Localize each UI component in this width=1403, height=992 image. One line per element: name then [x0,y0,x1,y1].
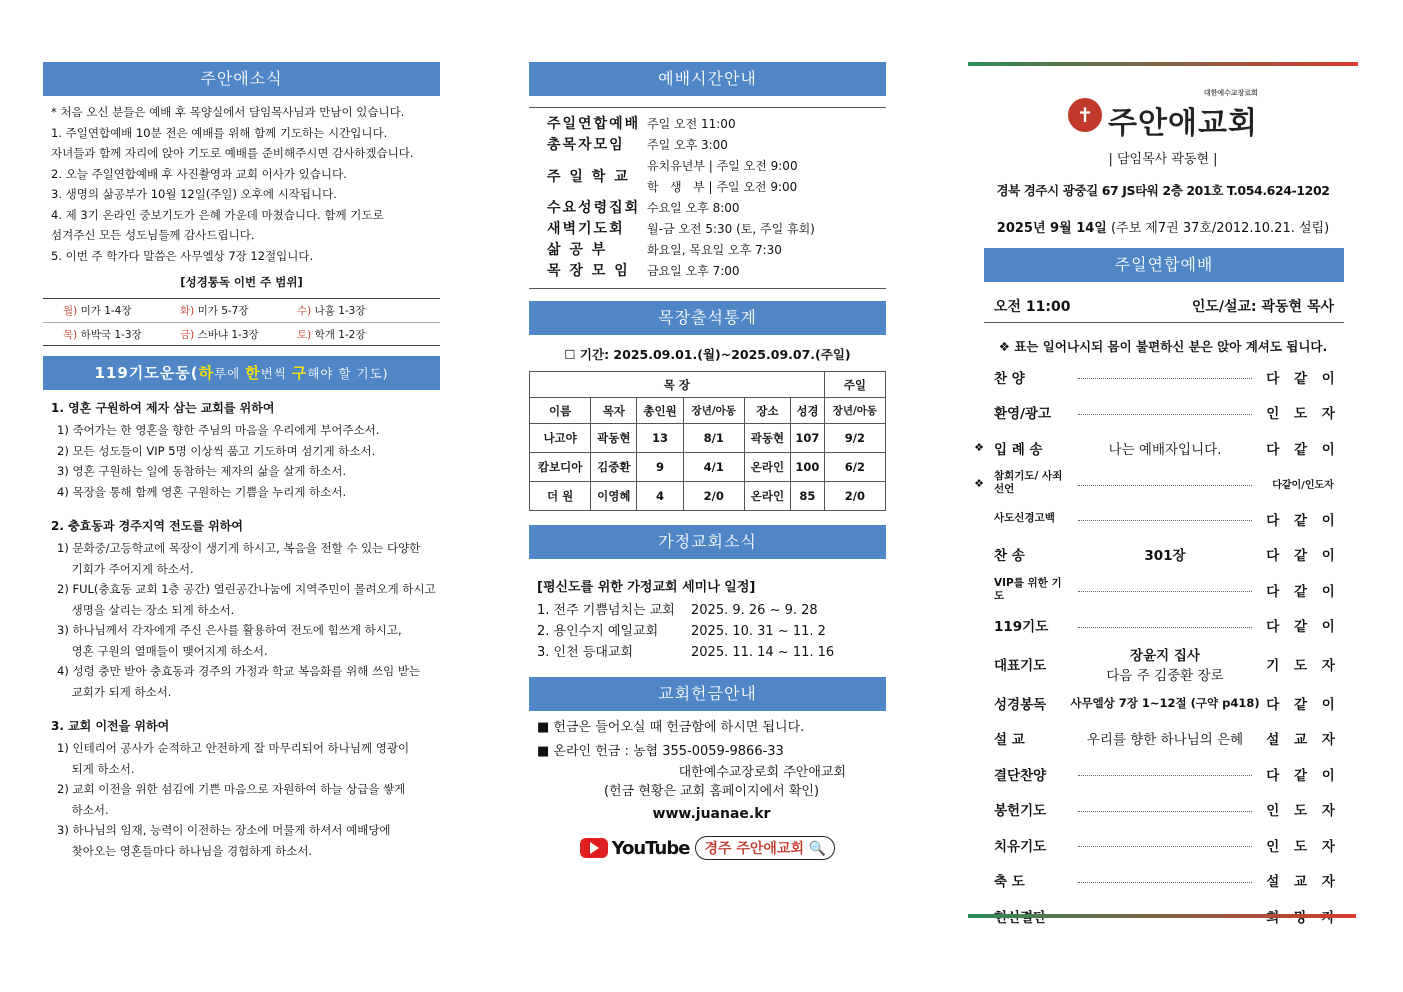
prayer-section-heading: 2. 충효동과 경주지역 전도를 위하여 [51,519,243,533]
table-cell: 곽동현 [744,424,790,453]
prayer-item: 기회가 주어지게 하소서. [57,561,194,576]
prayer-title-part: 해야 할 기도) [307,366,389,381]
church-logo-text [1108,88,1258,142]
table-col-head: 장년/아동 [683,398,744,424]
attendance-table [529,371,886,511]
liturgy-name: 찬 양 [994,370,1025,387]
schedule-name: 새벽기도회 [547,221,625,237]
liturgy-row [968,792,1344,828]
liturgy-role: 기 도 자 [1266,658,1340,674]
liturgy-row [968,756,1344,792]
table-cell: 13 [637,424,683,453]
schedule-time-block [647,261,740,282]
seminar-date: 2025. 10. 31 ~ 11. 2 [691,624,826,639]
seminar-church: 1. 전주 기쁨넘치는 교회 [537,603,675,618]
schedule-row [529,219,886,240]
table-cell: 9/2 [824,424,885,453]
liturgy-row [968,608,1344,644]
schedule-time-block [647,198,740,219]
liturgy-name: 환영/광고 [994,406,1052,423]
range-text: 미가 1-4장 [77,305,132,317]
church-name: 주안애교회 [1108,106,1258,141]
leader-dots [1078,520,1252,521]
leader-dots [1078,811,1252,812]
schedule-row [529,135,886,156]
schedule-name: 수요성령집회 [547,200,641,216]
liturgy-role: 다 같 이 [1266,767,1340,784]
posture-notice: ❖ 표는 일어나시되 몸이 불편하신 분은 앉아 계셔도 됩니다. [998,339,1328,354]
liturgy-name: 결단찬양 [994,767,1047,784]
schedule-name: 목 장 모 임 [547,263,630,279]
prayer-item: 3) 하나님의 임재, 능력이 이전하는 장소에 머물게 하셔서 예배당에 [57,823,391,837]
schedule-name: 주일연합예배 [547,116,641,132]
liturgy-name: 대표기도 [994,658,1047,674]
worship-time-header: 예배시간안내 [529,62,886,96]
section-gap [51,502,434,516]
news-list [43,96,440,266]
news-item: * 처음 오신 분들은 예배 후 목양실에서 담임목사님과 만남이 있습니다. [51,105,405,119]
offering-line: ■ 헌금은 들어오실 때 헌금함에 하시면 됩니다. [537,720,805,735]
church-logo [968,88,1358,142]
prayer-item: 생명을 살리는 장소 되게 하소서. [57,602,235,617]
prayer-title-part: 루에 [214,366,246,381]
liturgy-name: 치유기도 [994,838,1047,855]
range-day: 월) [63,305,78,317]
leader-dots [1078,627,1252,628]
table-cell: 이영혜 [591,482,637,511]
range-row [43,322,440,345]
range-cell [180,303,297,318]
table-cell: 온라인 [744,453,790,482]
liturgy-detail [1068,695,1262,711]
prayer-item: 2) 교회 이전을 위한 섬김에 기쁜 마음으로 자원하여 하늘 상급을 쌓게 [57,782,406,796]
liturgy-row [968,685,1344,721]
top-rule [968,62,1358,66]
prayer-item: 하소서. [57,802,109,817]
table-row [530,453,886,482]
prayer-item: 2) FUL(충효동 교회 1층 공간) 열린공간나눔에 지역주민이 몰려오게 하시고 [57,582,436,596]
table-cell: 100 [791,453,825,482]
liturgy-role: 인 도 자 [1266,406,1340,423]
liturgy-row [968,721,1344,757]
schedule-row [529,261,886,282]
seminar-date: 2025. 11. 14 ~ 11. 16 [691,645,835,660]
range-cell [63,303,180,318]
leader-dots [1078,378,1252,379]
prayer-title-highlight: 하 [198,364,215,382]
range-text: 나훔 1-3장 [311,305,366,317]
schedule-name: 삶 공 부 [547,242,608,258]
news-column [43,62,440,861]
table-cell: 2/0 [683,482,744,511]
offering-line: (헌금 현황은 교회 홈페이지에서 확인) [603,784,820,799]
youtube-banner[interactable] [529,836,886,860]
liturgy-detail-text: 다음 주 김중환 장로 [1106,668,1224,684]
youtube-word: YouTube [611,837,690,859]
table-col-head: 성경 [791,398,825,424]
home-church-subtitle: [평신도를 위한 가정교회 세미나 일정] [537,580,756,595]
seminar-row [537,642,886,663]
prayer-item: 교회가 되게 하소서. [57,684,172,699]
schedule-row [529,114,886,135]
liturgy-role: 다 같 이 [1266,583,1340,600]
schedule-name: 주 일 학 교 [547,169,630,185]
table-col-head: 장소 [744,398,790,424]
schedule-time-block [647,135,728,156]
schedule-time: 유치유년부 | 주일 오전 9:00 [647,159,798,173]
range-text: 미가 5-7장 [194,305,249,317]
table-row [530,424,886,453]
table-cell: 곽동현 [591,424,637,453]
range-cell [180,327,297,342]
schedule-time-block [647,156,798,198]
service-leader: 인도/설교: 곽동현 목사 [1191,299,1334,315]
prayer-title-highlight: 한 [245,364,261,382]
table-cell: 김중환 [591,453,637,482]
liturgy-detail-text: 사무엘상 7장 1~12절 (구약 p418) [1070,695,1260,710]
bottom-rule [968,914,1356,918]
liturgy-row [968,643,1344,685]
prayer-item: 4) 목장을 통해 함께 영혼 구원하는 기쁨을 누리게 하소서. [57,484,347,499]
table-cell: 85 [791,482,825,511]
prayer-sections [43,390,440,861]
liturgy-name: VIP를 위한 기도 [994,576,1062,602]
liturgy-row [968,466,1344,502]
prayer-item: 1) 죽어가는 한 영혼을 향한 주님의 마음을 우리에게 부어주소서. [57,423,380,437]
range-text: 하박국 1-3장 [77,328,142,341]
schedule-row [529,198,886,219]
church-emblem-icon: ✝ [1068,98,1102,132]
prayer-item: 4) 성령 충만 받아 충효동과 경주의 가정과 학교 복음화를 위해 쓰임 받는 [57,664,421,678]
table-col-head: 총인원 [637,398,683,424]
youtube-icon [580,838,608,858]
schedule-time: 학 생 부 | 주일 오전 9:00 [647,180,798,194]
schedule-time: 금요일 오후 7:00 [647,264,740,278]
prayer-header [43,356,440,390]
table-cell: 더 원 [530,482,591,511]
table-cell: 나고야 [530,424,591,453]
prayer-item: 되게 하소서. [57,761,135,776]
range-day: 화) [180,305,195,317]
home-church-news [529,559,886,663]
liturgy-role: 설 교 자 [1266,732,1340,749]
attendance-header: 목장출석통계 [529,301,886,335]
offering-line: 대한예수교장로회 주안애교회 [678,765,846,780]
prayer-item: 3) 하나님께서 각자에게 주신 은사를 활용하여 전도에 힘쓰게 하시고, [57,623,402,637]
liturgy-detail [1068,544,1262,564]
leader-dots [1078,485,1252,486]
seminar-church: 2. 용인수지 예일교회 [537,624,659,639]
leader-dots [1078,414,1252,415]
liturgy-mark: ❖ [974,441,984,455]
table-row [530,482,886,511]
news-item: 섬겨주신 모든 성도님들께 감사드립니다. [51,228,255,242]
range-cell [63,327,180,342]
liturgy-detail-text: 장윤지 집사 [1130,648,1200,664]
prayer-item: 영혼 구원의 열매들이 맺어지게 하소서. [57,643,268,658]
liturgy-role: 인 도 자 [1266,838,1340,855]
leader-dots [1078,775,1252,776]
denomination: 대한예수교장로회 [1203,89,1258,97]
seminar-church: 3. 인천 등대교회 [537,645,634,660]
liturgy-row [968,395,1344,431]
liturgy-role: 다 같 이 [1266,370,1340,387]
liturgy-detail [1068,728,1262,748]
range-day: 목) [63,328,78,341]
date-rest: (주보 제7권 37호/2012.10.21. 설립) [1106,221,1330,236]
liturgy-role: 인 도 자 [1266,803,1340,820]
schedule-time: 주일 오후 3:00 [647,138,728,152]
table-col-head: 목자 [591,398,637,424]
schedule-time: 주일 오전 11:00 [647,117,736,131]
table-cell: 온라인 [744,482,790,511]
news-header: 주안애소식 [43,62,440,96]
schedule-time-block [647,219,815,240]
service-header: 주일연합예배 [984,248,1344,282]
table-cell: 9 [637,453,683,482]
prayer-title-part: 번씩 [260,366,292,381]
prayer-item: 1) 문화중/고등학교에 목장이 생기게 하시고, 복음을 전할 수 있는 다양한 [57,541,421,555]
liturgy-detail-text: 나는 예배자입니다. [1108,441,1222,458]
table-col-head: 장년/아동 [824,398,885,424]
liturgy-row [968,430,1344,466]
news-item: 4. 제 3기 온라인 중보기도가 은혜 가운데 마쳤습니다. 함께 기도로 [51,207,384,222]
bible-range-table [43,298,440,346]
home-church-header: 가정교회소식 [529,525,886,559]
prayer-title-part: 119기도운동( [94,364,199,382]
liturgy-role: 다 같 이 [1266,619,1340,636]
pastor-line: | 담임목사 곽동현 | [1108,152,1218,167]
prayer-section-heading: 3. 교회 이전을 위하여 [51,719,170,733]
seminar-row [537,600,886,621]
attendance-period: ☐ 기간: 2025.09.01.(월)~2025.09.07.(주일) [564,347,851,362]
liturgy-name: 사도신경고백 [994,512,1055,525]
news-item: 5. 이번 주 학가다 말씀은 사무엘상 7장 12절입니다. [51,248,314,263]
liturgy-name: 설 교 [994,732,1025,749]
liturgy-row [968,863,1344,899]
liturgy-role: 다 같 이 [1266,696,1340,713]
bulletin-cover [968,62,1358,934]
prayer-item: 1) 인테리어 공사가 순적하고 안전하게 잘 마무리되어 하나님께 영광이 [57,741,410,755]
table-cell: 8/1 [683,424,744,453]
liturgy-role: 다같이/인도자 [1272,479,1334,491]
worship-schedule [529,107,886,289]
schedule-time-block [647,114,736,135]
prayer-item: 찾아오는 영혼들마다 하나님을 경험하게 하소서. [57,843,313,858]
schedule-time-block [647,240,782,261]
range-day: 금) [180,328,195,341]
table-cell: 캄보디아 [530,453,591,482]
table-head-group: 주일 [824,372,885,398]
table-col-head: 이름 [530,398,591,424]
schedule-column [529,62,886,860]
schedule-time: 수요일 오후 8:00 [647,201,740,215]
table-cell: 4/1 [683,453,744,482]
seminar-row [537,621,886,642]
schedule-time: 화요일, 목요일 오후 7:30 [647,243,782,257]
table-cell: 4 [637,482,683,511]
prayer-title-highlight: 구 [291,364,308,382]
schedule-name: 총목자모임 [547,137,625,153]
prayer-item: 2) 모든 성도들이 VIP 5명 이상씩 품고 기도하며 섬기게 하소서. [57,443,376,458]
liturgy-role: 설 교 자 [1266,874,1340,891]
liturgy-detail-text: 301장 [1144,548,1186,565]
church-address: 경북 경주시 광중길 67 JS타워 2층 201호 T.054.624-1202 [996,183,1330,198]
liturgy-role: 다 같 이 [1266,512,1340,529]
service-time: 오전 11:00 [994,299,1071,315]
leader-dots [1078,882,1252,883]
news-item: 1. 주일연합예배 10분 전은 예배를 위해 함께 기도하는 시간입니다. [51,125,388,140]
liturgy-name: 봉헌기도 [994,803,1047,820]
range-cell [297,303,414,318]
date-bold: 2025년 9월 14일 [996,221,1107,236]
liturgy-name: 찬 송 [994,548,1025,565]
liturgy-row [968,572,1344,608]
offering-line: ■ 온라인 헌금 : 농협 355-0059-9866-33 [537,744,784,759]
service-info [984,296,1344,323]
range-day: 수) [297,305,312,317]
range-cell [297,327,414,342]
range-text: 스바냐 1-3장 [194,328,259,341]
news-item: 3. 생명의 삶공부가 10월 12일(주일) 오후에 시작됩니다. [51,187,337,201]
prayer-item: 3) 영혼 구원하는 일에 동참하는 제자의 삶을 살게 하소서. [57,464,347,478]
schedule-time: 월-금 오전 5:30 (토, 주일 휴회) [647,222,815,236]
liturgy-role: 다 같 이 [1266,548,1340,565]
section-gap [51,702,434,716]
prayer-section-heading: 1. 영혼 구원하여 제자 삼는 교회를 위하여 [51,401,275,415]
leader-dots [1078,591,1252,592]
liturgy-name: 입 례 송 [994,441,1043,458]
liturgy-name: 성경봉독 [994,696,1047,713]
table-head-group: 목 장 [530,372,825,398]
range-row [43,299,440,322]
liturgy-detail [1068,438,1262,458]
table-cell: 107 [791,424,825,453]
schedule-row [529,156,886,198]
liturgy-row [968,827,1344,863]
table-cell: 6/2 [824,453,885,482]
bulletin-date [968,217,1358,236]
website-link[interactable]: www.juanae.kr [652,806,771,822]
schedule-row [529,240,886,261]
liturgy-name: 참회기도/ 사죄선언 [994,470,1063,496]
liturgy-row [968,537,1344,573]
liturgy-row [968,501,1344,537]
liturgy-detail-text: 우리를 향한 하나님의 은혜 [1086,732,1244,749]
range-day: 토) [297,328,312,341]
seminar-date: 2025. 9. 26 ~ 9. 28 [691,603,818,618]
news-item: 2. 오늘 주일연합예배 후 사진촬영과 교회 이사가 있습니다. [51,166,347,181]
liturgy-name: 119기도 [994,619,1049,636]
liturgy-name: 축 도 [994,874,1025,891]
liturgy-order [968,359,1344,934]
liturgy-detail [1068,644,1262,684]
liturgy-mark: ❖ [974,476,984,490]
offering-info [529,711,886,826]
bible-range-title: [성경통독 이번 주 범위] [180,275,303,289]
range-text: 학개 1-2장 [311,328,366,341]
table-cell: 2/0 [824,482,885,511]
leader-dots [1078,846,1252,847]
youtube-search-pill[interactable]: 경주 주안애교회 🔍 [695,836,835,860]
offering-header: 교회헌금안내 [529,677,886,711]
liturgy-row [968,359,1344,395]
liturgy-role: 다 같 이 [1266,441,1340,458]
news-item: 자녀들과 함께 자리에 앉아 기도로 예배를 준비해주시면 감사하겠습니다. [51,146,414,160]
